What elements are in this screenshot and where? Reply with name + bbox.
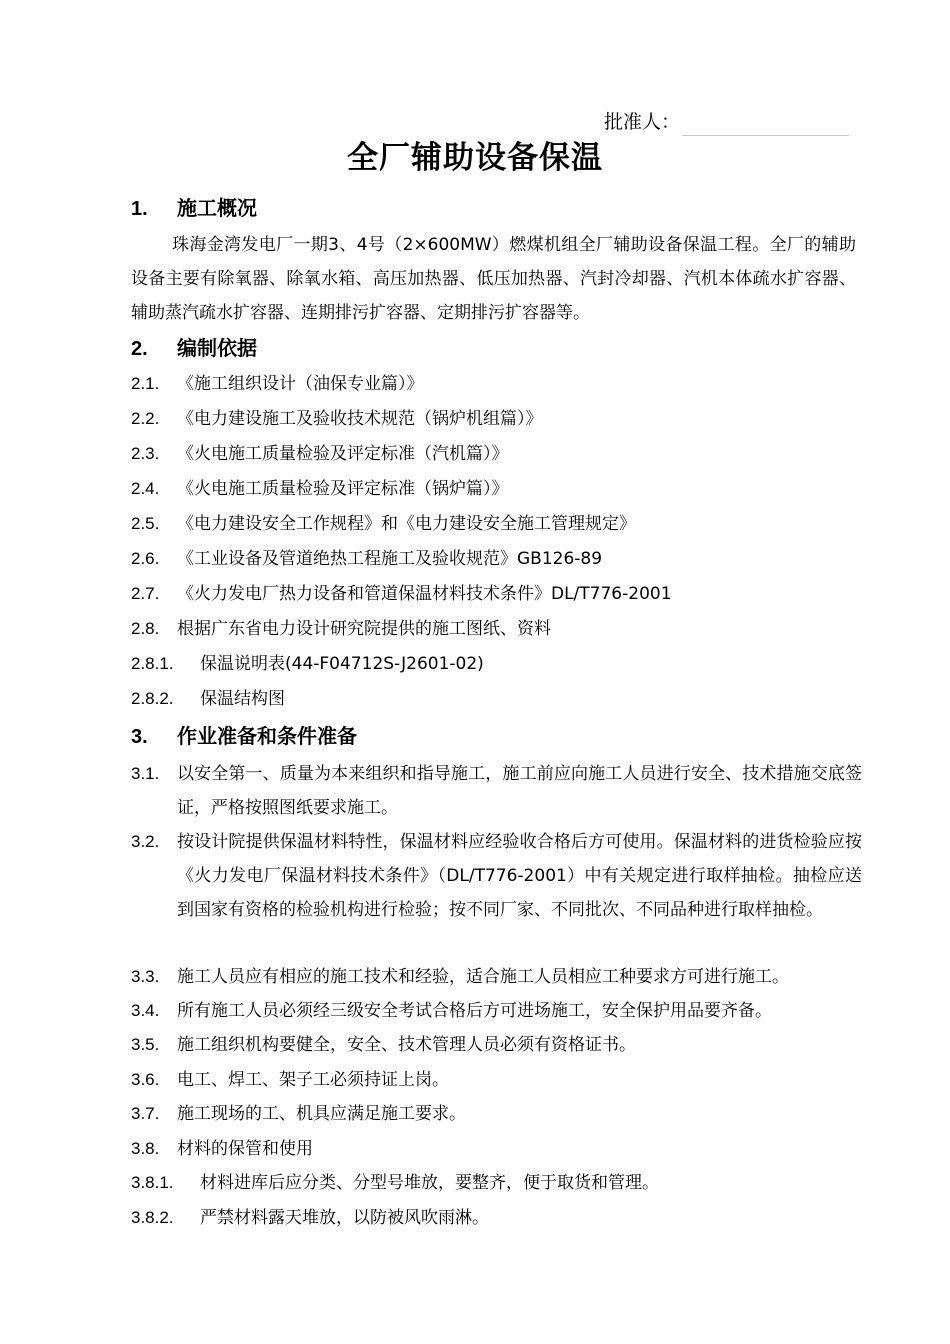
item-text: 按设计院提供保温材料特性，保温材料应经验收合格后方可使用。保温材料的进货检验应按《火力发电厂保温材料技术条件》（DL/T776-2001）中有关规定进行取样抽检。抽检应送到国家有资格的检验机构进行检验；按不同厂家、不同批次、不同品种进行取样抽检。 bbox=[177, 832, 862, 920]
section-title: 作业准备和条件准备 bbox=[177, 724, 357, 748]
item-text: 材料的保管和使用 bbox=[177, 1139, 313, 1159]
item-text: 所有施工人员必须经三级安全考试合格后方可进场施工，安全保护用品要齐备。 bbox=[177, 1001, 772, 1021]
section-1-heading bbox=[131, 194, 257, 223]
section-1-paragraph: 珠海金湾发电厂一期3、4号（2×600MW）燃煤机组全厂辅助设备保温工程。全厂的辅助设备主要有除氧器、除氧水箱、高压加热器、低压加热器、汽封冷却器、汽机本体疏水扩容器、辅助蒸汽疏水扩容器、连期排污扩容器、定期排污扩容器等。 bbox=[131, 235, 856, 323]
item-number: 2.4. bbox=[131, 479, 160, 498]
approver-signature-line bbox=[682, 110, 849, 136]
section-3-heading bbox=[131, 722, 357, 751]
item-number: 3.3. bbox=[131, 967, 160, 986]
item-text: 保温结构图 bbox=[200, 689, 285, 709]
item-text: 根据广东省电力设计研究院提供的施工图纸、资料 bbox=[177, 619, 551, 639]
item-text: 《火电施工质量检验及评定标准（锅炉篇）》 bbox=[177, 479, 509, 499]
item-number: 2.2. bbox=[131, 409, 160, 428]
section-number: 1. bbox=[131, 198, 148, 220]
item-number: 2.8.2. bbox=[131, 689, 174, 708]
item-text: 施工人员应有相应的施工技术和经验，适合施工人员相应工种要求方可进行施工。 bbox=[177, 967, 789, 987]
item-text: 《火力发电厂热力设备和管道保温材料技术条件》DL/T776-2001 bbox=[177, 584, 672, 604]
item-number: 3.1. bbox=[131, 764, 160, 783]
item-number: 2.5. bbox=[131, 514, 160, 533]
item-number: 3.2. bbox=[131, 832, 160, 851]
section-title: 施工概况 bbox=[177, 196, 257, 220]
section-number: 3. bbox=[131, 726, 148, 748]
section-2-heading bbox=[131, 334, 257, 363]
item-number: 2.3. bbox=[131, 444, 160, 463]
item-number: 2.7. bbox=[131, 584, 160, 603]
item-number: 2.1. bbox=[131, 374, 160, 393]
item-number: 3.8. bbox=[131, 1139, 160, 1158]
item-text: 电工、焊工、架子工必须持证上岗。 bbox=[177, 1070, 449, 1090]
item-number: 2.6. bbox=[131, 549, 160, 568]
item-text: 施工组织机构要健全，安全、技术管理人员必须有资格证书。 bbox=[177, 1035, 636, 1055]
item-number: 2.8.1. bbox=[131, 654, 174, 673]
item-number: 3.8.1. bbox=[131, 1173, 174, 1192]
item-text: 保温说明表(44-F04712S-J2601-02) bbox=[200, 654, 484, 674]
item-text: 材料进库后应分类、分型号堆放，要整齐，便于取货和管理。 bbox=[200, 1173, 659, 1193]
item-text: 《施工组织设计（油保专业篇）》 bbox=[177, 374, 424, 394]
item-number: 3.8.2. bbox=[131, 1208, 174, 1227]
approver-field bbox=[604, 108, 849, 136]
item-text: 《火电施工质量检验及评定标准（汽机篇）》 bbox=[177, 444, 509, 464]
item-text: 《电力建设施工及验收技术规范（锅炉机组篇）》 bbox=[177, 409, 543, 429]
item-text: 施工现场的工、机具应满足施工要求。 bbox=[177, 1104, 466, 1124]
item-text: 《电力建设安全工作规程》和《电力建设安全施工管理规定》 bbox=[177, 514, 636, 534]
item-number: 3.5. bbox=[131, 1035, 160, 1054]
item-number: 3.7. bbox=[131, 1104, 160, 1123]
item-text: 《工业设备及管道绝热工程施工及验收规范》GB126-89 bbox=[177, 549, 603, 569]
section-number: 2. bbox=[131, 338, 148, 360]
section-title: 编制依据 bbox=[177, 336, 257, 360]
item-number: 3.4. bbox=[131, 1001, 160, 1020]
approver-label: 批准人： bbox=[604, 111, 681, 133]
item-text: 以安全第一、质量为本来组织和指导施工，施工前应向施工人员进行安全、技术措施交底签证，严格按照图纸要求施工。 bbox=[177, 764, 862, 818]
item-number: 3.6. bbox=[131, 1070, 160, 1089]
document-title: 全厂辅助设备保温 bbox=[347, 140, 603, 176]
item-number: 2.8. bbox=[131, 619, 160, 638]
item-text: 严禁材料露天堆放，以防被风吹雨淋。 bbox=[200, 1208, 489, 1228]
